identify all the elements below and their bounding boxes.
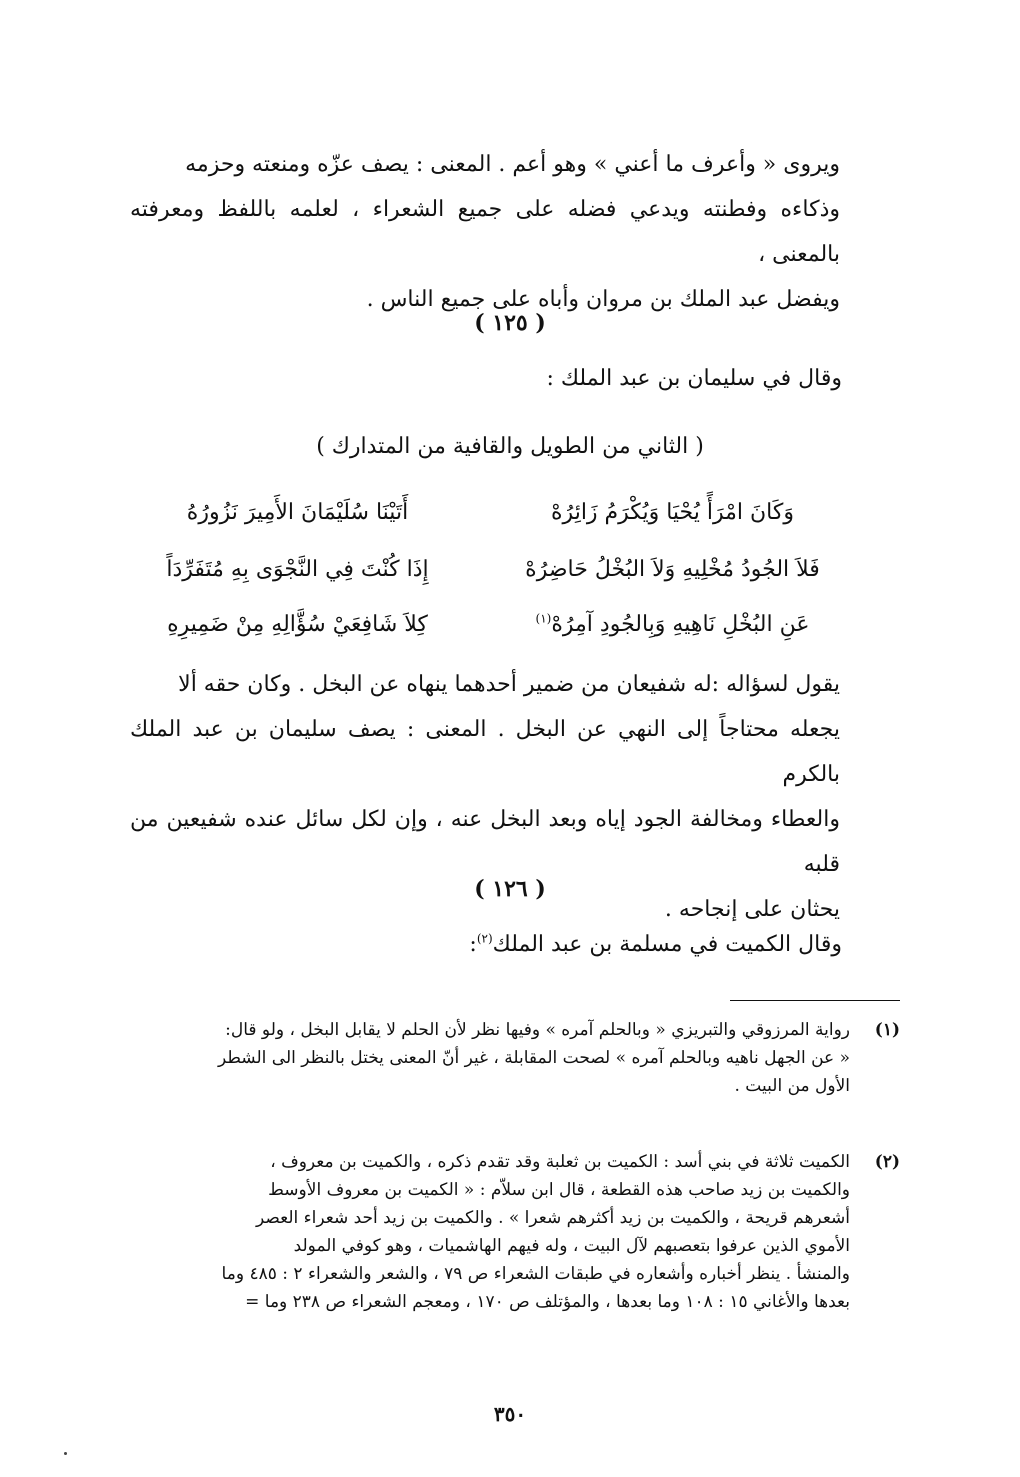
poem-number-125: ( ١٢٥ ) <box>474 310 546 336</box>
verse-first-hemistich: إِذَا كُنْتَ فِي النَّجْوَى بِهِ مُتَفَرِّدَاً <box>166 557 429 582</box>
text-line: والعطاء ومخالفة الجود إياه وبعد البخل عنه ، وإن لكل سائل عنده شفيعين من قلبه <box>130 807 840 877</box>
footnote-line: رواية المرزوقي والتبريزي « وبالحلم آمره » وفيها نظر لأن الحلم لا يقابل البخل ، ولو قال: <box>225 1020 850 1040</box>
verse-row <box>130 488 840 538</box>
footnote-marker: (١) <box>535 611 552 626</box>
top-paragraph <box>130 142 840 322</box>
poem-126-intro <box>469 932 842 957</box>
footnote-line: والكميت بن زيد صاحب هذه القطعة ، قال ابن سلاّم : « الكميت بن معروف الأوسط <box>268 1180 850 1200</box>
verse-first-hemistich: كِلاَ شَافِعَيْ سُؤَّالِهِ مِنْ ضَمِيرِهِ <box>167 612 428 637</box>
footnote-line: الكميت ثلاثة في بني أسد : الكميت بن ثعلبة وقد تقدم ذكره ، والكميت بن معروف ، <box>270 1152 850 1172</box>
footnote-number: (٢) <box>874 1152 900 1172</box>
footnote-line: أشعرهم قريحة ، والكميت بن زيد أكثرهم شعرا » . والكميت بن زيد أحد شعراء العصر <box>256 1208 850 1228</box>
verse-second-hemistich: فَلاَ الجُودُ مُخْلِيهِ وَلاَ البُخْلُ حَاضِرُهْ <box>525 557 820 582</box>
footnote-body <box>130 1016 860 1100</box>
footnote-number: (١) <box>874 1020 900 1040</box>
text-line: يجعله محتاجاً إلى النهي عن البخل . المعنى : يصف سليمان بن عبد الملك بالكرم <box>130 717 840 787</box>
text-line: ويروى « وأعرف ما أعني » وهو أعم . المعنى : يصف عزّه ومنعته وحزمه <box>185 152 840 177</box>
footnote-line: والمنشأ . ينظر أخباره وأشعاره في طبقات الشعراء ص ٧٩ ، والشعر والشعراء ٢ : ٤٨٥ وما <box>221 1264 850 1284</box>
footnote-line: بعدها والأغاني ١٥ : ١٠٨ وما بعدها ، والمؤتلف ص ١٧٠ ، ومعجم الشعراء ص ٢٣٨ وما = <box>245 1292 850 1312</box>
footnote-2 <box>130 1148 900 1316</box>
footnote-body <box>130 1148 860 1316</box>
footnote-1 <box>130 1016 900 1100</box>
text-line: يحثان على إنجاحه . <box>664 897 840 922</box>
poem-number-126: ( ١٢٦ ) <box>474 876 546 902</box>
verse-second-hemistich <box>505 600 840 650</box>
footnote-line: « عن الجهل ناهيه وبالحلم آمره » لصحت المقابلة ، غير أنّ المعنى يختل بالنظر الى الشطر <box>217 1048 850 1068</box>
intro-text: وقال الكميت في مسلمة بن عبد الملك <box>492 932 842 957</box>
verse-row <box>130 545 840 595</box>
poem-125-intro: وقال في سليمان بن عبد الملك : <box>546 366 842 391</box>
text-line: وذكاءه وفطنته ويدعي فضله على جميع الشعراء ، لعلمه باللفظ ومعرفته بالمعنى ، <box>130 197 840 267</box>
verse-first-hemistich: أَتَيْنَا سُلَيْمَانَ الأَمِيرَ نَزُورُهُ <box>186 500 409 525</box>
scan-speck <box>64 1452 67 1455</box>
verse-row <box>130 600 840 650</box>
text-line: يقول لسؤاله :له شفيعان من ضمير أحدهما ينهاه عن البخل . وكان حقه ألا <box>178 672 840 697</box>
footnote-marker: (٢) <box>476 931 493 946</box>
text-line: ويفضل عبد الملك بن مروان وأباه على جميع الناس . <box>366 287 840 312</box>
verse-text: عَنِ البُخْلِ نَاهِيهِ وَبِالجُودِ آمِرُهْ <box>551 612 810 637</box>
page-number: ٣٥٠ <box>493 1402 527 1426</box>
footnote-line: الأول من البيت . <box>734 1076 850 1096</box>
intro-colon: : <box>469 932 477 957</box>
poem-125-meter: ( الثاني من الطويل والقافية من المتدارك ) <box>316 434 704 459</box>
footnote-divider <box>730 1000 900 1001</box>
footnote-line: الأموي الذين عرفوا بتعصبهم لآل البيت ، وله فيهم الهاشميات ، وهو كوفي المولد <box>293 1236 850 1256</box>
verse-second-hemistich: وَكَانَ امْرَأً يُحْيَا وَيُكْرَمُ زَائِرُهْ <box>551 500 794 525</box>
